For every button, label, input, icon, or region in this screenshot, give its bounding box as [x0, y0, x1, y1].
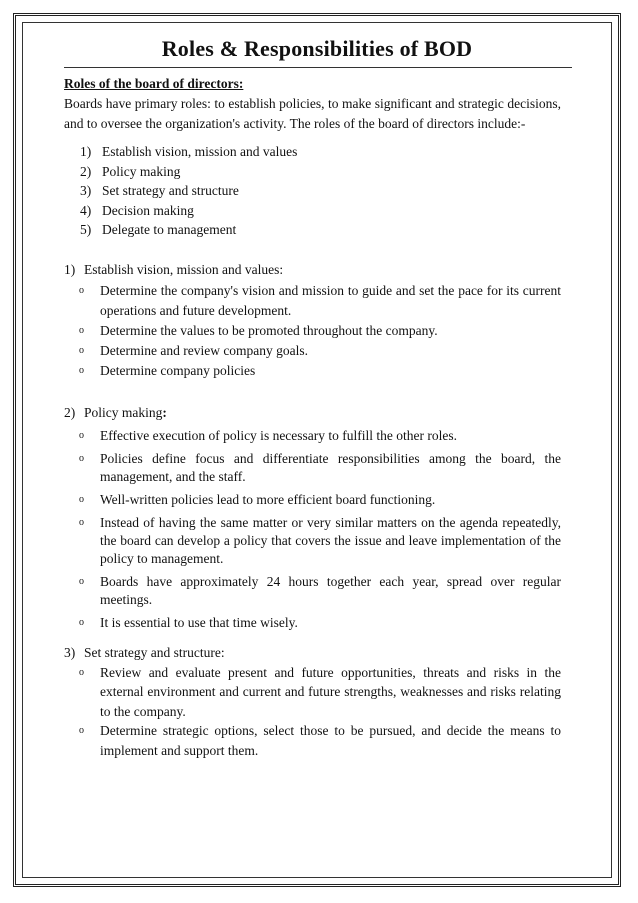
- bullet-marker: o: [79, 516, 84, 528]
- bullet-list-vision: [64, 281, 561, 381]
- bullet-text: Review and evaluate present and future opportunities, threats and risks in the external environment and current and future strengths, weaknesses and risks relating to the company.: [100, 664, 561, 719]
- list-number: 1): [80, 144, 92, 159]
- section-title-colon: :: [162, 404, 167, 420]
- intro-paragraph: Boards have primary roles: to establish policies, to make significant and strategic decisions, and to oversee the organization's activity. The roles of the board of directors include:-: [64, 96, 561, 131]
- list-number: 5): [80, 222, 92, 237]
- bullet-text: It is essential to use that time wisely.: [100, 614, 298, 630]
- section-title-text: Policy making: [84, 404, 163, 420]
- bullet-text: Well-written policies lead to more efficient board functioning.: [100, 491, 436, 507]
- bullet-item: [64, 721, 561, 760]
- list-item: [80, 201, 561, 221]
- bullet-text: Determine and review company goals.: [100, 342, 309, 358]
- list-item-text: Policy making: [102, 163, 181, 179]
- section-title: Set strategy and structure:: [84, 644, 225, 660]
- bullet-item: [64, 321, 561, 341]
- bullet-item: [64, 450, 561, 486]
- bullet-marker: o: [79, 284, 84, 296]
- list-number: 3): [80, 183, 92, 198]
- bullet-text: Effective execution of policy is necessary to fulfill the other roles.: [100, 427, 458, 443]
- section-subheading: Roles of the board of directors:: [64, 76, 244, 91]
- bullet-marker: o: [79, 493, 84, 505]
- list-number: 2): [80, 163, 92, 179]
- bullet-text: Determine the company's vision and mission to guide and set the pace for its current operations and future development.: [100, 282, 561, 318]
- bullet-text: Instead of having the same matter or very similar matters on the agenda repeatedly, the board can develop a policy that covers the issue and leave implementation of the policy to management.: [100, 514, 561, 566]
- bullet-marker: o: [79, 725, 84, 736]
- section-heading-vision: [64, 260, 561, 280]
- section-number: 1): [64, 261, 76, 277]
- bullet-marker: o: [79, 575, 84, 587]
- bullet-item: [64, 361, 561, 381]
- bullet-list-strategy: [64, 663, 561, 761]
- section-number: 3): [64, 644, 76, 660]
- bullet-marker: o: [79, 616, 84, 628]
- bullet-marker: o: [79, 429, 84, 441]
- section-heading-policy: [64, 403, 561, 423]
- bullet-item: [64, 491, 561, 509]
- list-item-text: Delegate to management: [102, 222, 237, 237]
- bullet-text: Boards have approximately 24 hours together each year, spread over regular meetings.: [100, 573, 561, 607]
- list-item: [80, 162, 561, 182]
- section-title: Establish vision, mission and values:: [84, 261, 284, 277]
- bullet-item: [64, 663, 561, 722]
- bullet-marker: o: [79, 452, 84, 464]
- bullet-text: Determine strategic options, select those to be pursued, and decide the means to implement and support them.: [100, 723, 561, 758]
- bullet-item: [64, 614, 561, 632]
- bullet-marker: o: [79, 666, 84, 678]
- bullet-item: [64, 427, 561, 445]
- list-item-text: Decision making: [102, 202, 194, 218]
- bullet-marker: o: [79, 344, 84, 356]
- section-heading-strategy: [64, 643, 561, 663]
- bullet-text: Determine company policies: [100, 362, 256, 378]
- list-item: [80, 220, 561, 240]
- bullet-text: Determine the values to be promoted throughout the company.: [100, 322, 438, 338]
- bullet-item: [64, 341, 561, 361]
- list-item-text: Establish vision, mission and values: [102, 144, 298, 159]
- roles-list: [64, 142, 561, 240]
- bullet-item: [64, 514, 561, 568]
- bullet-item: [64, 573, 561, 609]
- list-item: [80, 181, 561, 201]
- list-item: [80, 142, 561, 162]
- section-number: 2): [64, 404, 76, 420]
- title-divider: [64, 67, 572, 68]
- list-number: 4): [80, 202, 92, 218]
- list-item-text: Set strategy and structure: [102, 183, 239, 198]
- bullet-marker: o: [79, 324, 84, 336]
- bullet-list-policy: [64, 427, 561, 632]
- bullet-text: Policies define focus and differentiate responsibilities among the board, the management, and the staff.: [100, 450, 561, 484]
- page-title: Roles & Responsibilities of BOD: [161, 36, 473, 61]
- bullet-marker: o: [79, 364, 84, 376]
- bullet-item: [64, 281, 561, 321]
- document-body: [64, 74, 561, 760]
- section-title: [84, 403, 167, 423]
